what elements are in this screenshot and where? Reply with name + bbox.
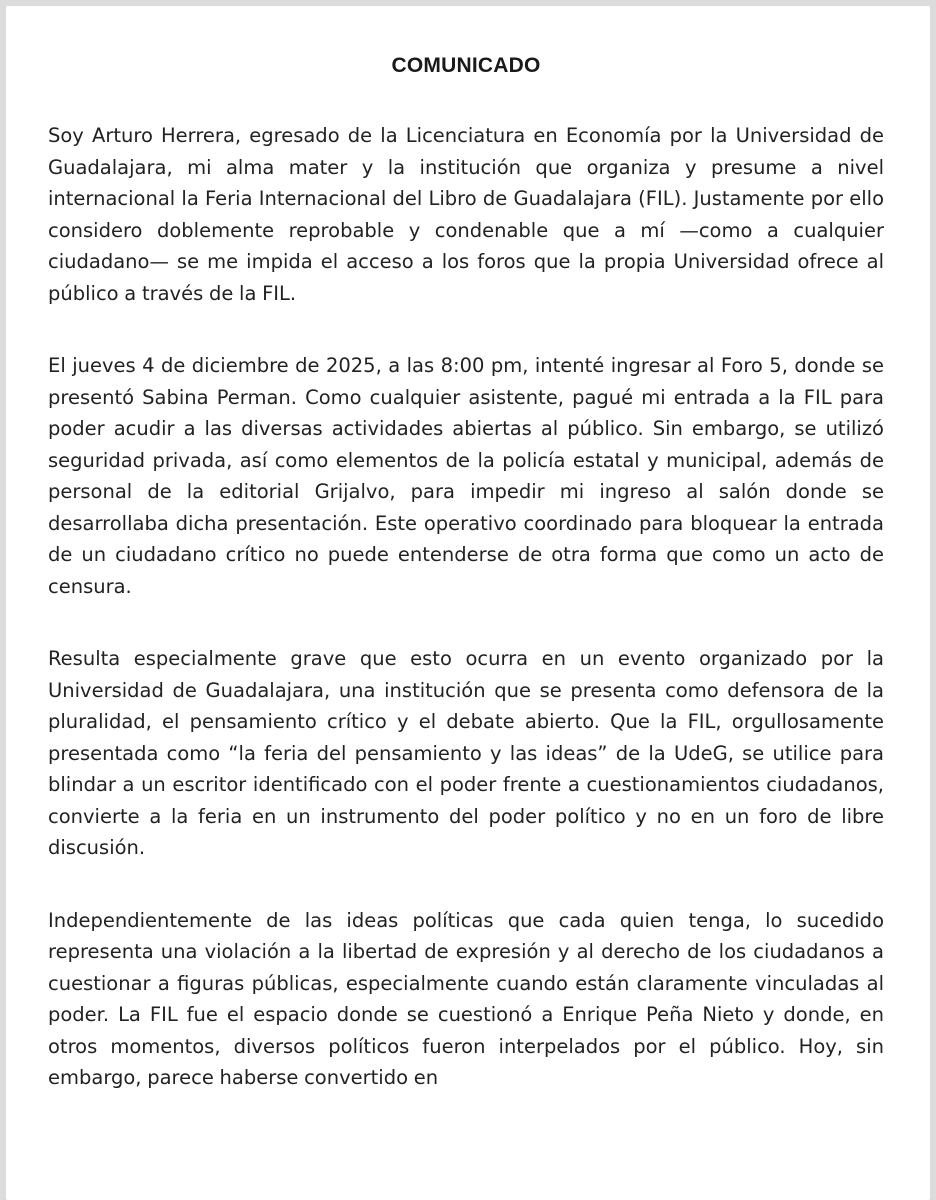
paragraph-1: Soy Arturo Herrera, egresado de la Licenciatura en Economía por la Universidad de Guadalajara, mi alma mater y la institución que organiza y presume a nivel internacional la Feria Internacional del Libro de Guadalajara (FIL). Justamente por ello considero doblemente reprobable y condenable que a mí —como a cualquier ciudadano— se me impida el acceso a los foros que la propia Universidad ofrece al público a través de la FIL. — [48, 124, 884, 305]
document-page — [6, 6, 930, 1200]
document-title: COMUNICADO — [391, 54, 541, 77]
paragraph-2: El jueves 4 de diciembre de 2025, a las 8:00 pm, intenté ingresar al Foro 5, donde se presentó Sabina Perman. Como cualquier asistente, pagué mi entrada a la FIL para poder acudir a las diversas actividades abiertas al público. Sin embargo, se utilizó seguridad privada, así como elementos de la policía estatal y municipal, además de personal de la editorial Grijalvo, para impedir mi ingreso al salón donde se desarrollaba dicha presentación. Este operativo coordinado para bloquear la entrada de un ciudadano crítico no puede entenderse de otra forma que como un acto de censura. — [48, 354, 884, 598]
paragraph-3: Resulta especialmente grave que esto ocurra en un evento organizado por la Universidad de Guadalajara, una institución que se presenta como defensora de la pluralidad, el pensamiento crítico y el debate abierto. Que la FIL, orgullosamente presentada como “la feria del pensamiento y las ideas” de la UdeG, se utilice para blindar a un escritor identificado con el poder frente a cuestionamientos ciudadanos, convierte a la feria en un instrumento del poder político y no en un foro de libre discusión. — [48, 647, 884, 859]
paragraph-4: Independientemente de las ideas políticas que cada quien tenga, lo sucedido representa una violación a la libertad de expresión y al derecho de los ciudadanos a cuestionar a figuras públicas, especialmente cuando están claramente vinculadas al poder. La FIL fue el espacio donde se cuestionó a Enrique Peña Nieto y donde, en otros momentos, diversos políticos fueron interpelados por el público. Hoy, sin embargo, parece haberse convertido en — [48, 908, 884, 1089]
